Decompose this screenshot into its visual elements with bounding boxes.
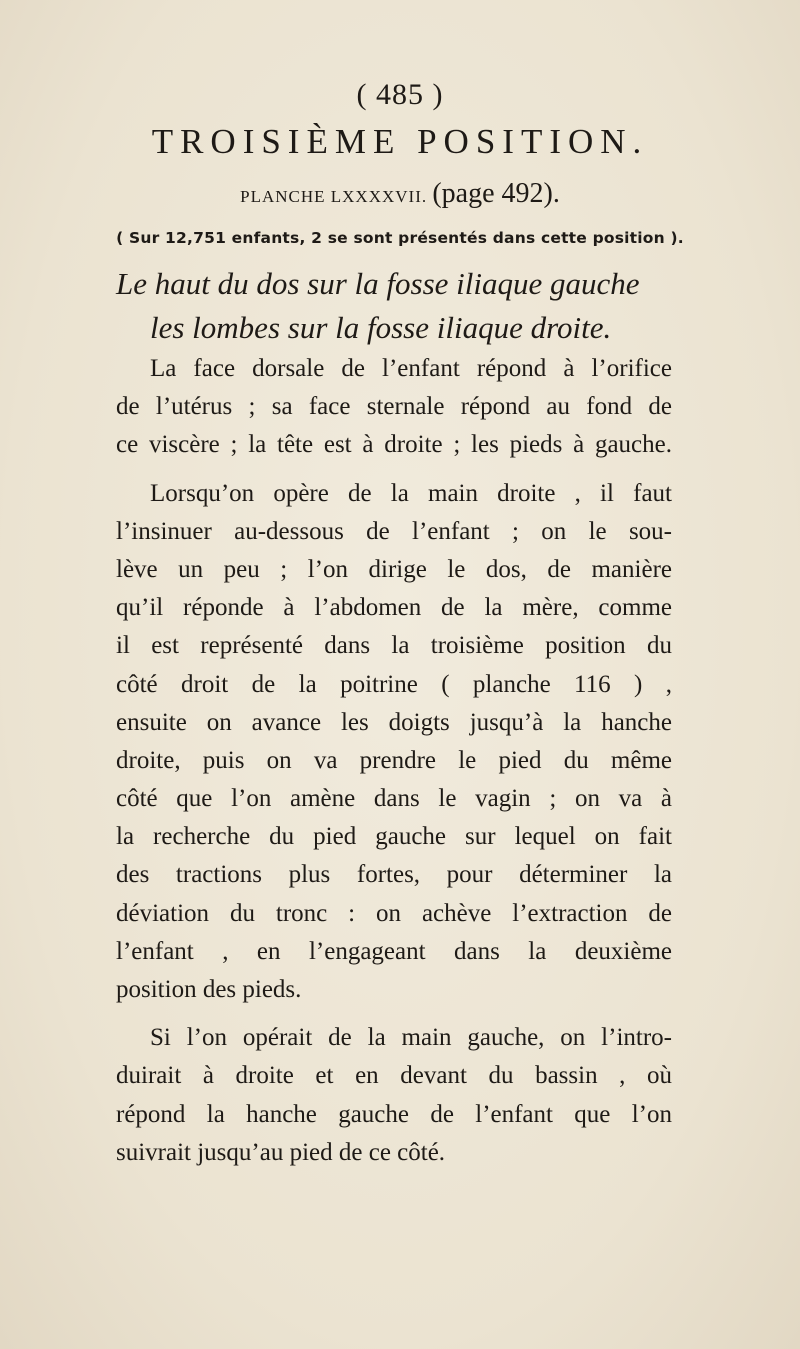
statistics-note: ( Sur 12,751 enfants, 2 se sont présentés dans cette position ). xyxy=(116,229,684,247)
text-line: répond la hanche gauche de l’enfant que l’on xyxy=(116,1100,672,1128)
text-line: Si l’on opérait de la main gauche, on l’intro- xyxy=(150,1024,672,1052)
text-line: déviation du tronc : on achève l’extraction de xyxy=(116,899,672,927)
paragraph xyxy=(116,1019,672,1172)
text-line: droite, puis on va prendre le pied du même xyxy=(116,746,672,774)
text-line: lève un peu ; l’on dirige le dos, de manière xyxy=(116,555,672,583)
text-line: ensuite on avance les doigts jusqu’à la hanche xyxy=(116,708,672,736)
text-line: côté que l’on amène dans le vagin ; on va à xyxy=(116,785,672,813)
text-line: suivrait jusqu’au pied de ce côté. xyxy=(116,1138,446,1166)
text-line: position des pieds. xyxy=(116,976,302,1003)
body-text xyxy=(116,350,672,1172)
text-line: l’enfant , en l’engageant dans la deuxième xyxy=(116,937,672,965)
subtitle-line-1: Le haut du dos sur la fosse iliaque gauche xyxy=(116,266,640,301)
plate-page-ref: (page 492). xyxy=(432,178,560,209)
plate-label: PLANCHE LXXXXVII. xyxy=(240,187,428,206)
text-line: côté droit de la poitrine ( planche 116 ) , xyxy=(116,670,672,698)
page-number: ( 485 ) xyxy=(356,78,444,111)
plate-reference xyxy=(0,178,800,210)
text-line: duirait à droite et en devant du bassin , où xyxy=(116,1062,672,1090)
text-line: des tractions plus fortes, pour déterminer la xyxy=(116,861,672,889)
paragraph xyxy=(116,350,672,465)
paragraph xyxy=(116,475,672,1010)
text-line: Lorsqu’on opère de la main droite , il faut xyxy=(150,479,672,507)
text-line: de l’utérus ; sa face sternale répond au fond de xyxy=(116,393,672,421)
text-line: La face dorsale de l’enfant répond à l’orifice xyxy=(150,355,672,382)
text-line: il est représenté dans la troisième position du xyxy=(116,632,672,660)
subtitle-line-2: les lombes sur la fosse iliaque droite. xyxy=(150,310,612,345)
text-line: ce viscère ; la tête est à droite ; les pieds à gauche. xyxy=(116,431,672,459)
section-heading: TROISIÈME POSITION. xyxy=(151,122,649,161)
text-line: la recherche du pied gauche sur lequel on fait xyxy=(116,823,672,851)
text-line: l’insinuer au-dessous de l’enfant ; on le sou- xyxy=(116,517,672,545)
text-line: qu’il réponde à l’abdomen de la mère, comme xyxy=(116,594,672,622)
